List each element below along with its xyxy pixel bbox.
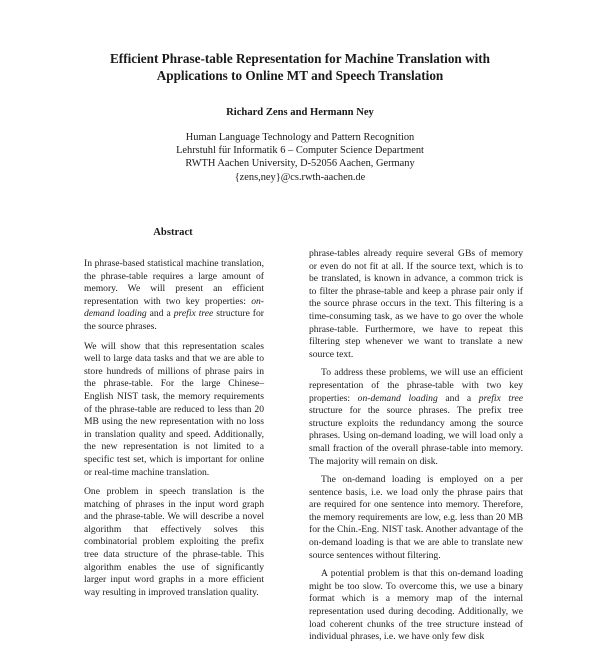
paper-title-line-2: Applications to Online MT and Speech Translation	[156, 68, 444, 83]
affiliation-line-university: RWTH Aachen University, D-52056 Aachen, Germany	[185, 158, 415, 170]
paper-authors: Richard Zens and Hermann Ney	[226, 107, 374, 118]
abstract-p1-text-a: In phrase-based statistical machine translation, the phrase-table requires a large amount of memory. We will present an efficient representation with two key properties:	[84, 258, 264, 307]
abstract-heading: Abstract	[153, 227, 193, 238]
affiliation-line-group: Human Language Technology and Pattern Recognition	[185, 132, 415, 143]
intro-p2-text-b: and a	[437, 392, 479, 404]
abstract-paragraph-3: One problem in speech translation is the matching of phrases in the input word graph and the phrase-table. We will describe a novel algorithm that effectively solves this combinatorial problem exploiting the prefix tree data structure of the phrase-table. This algorithm enables the use of significantly larger input word graphs in a more efficient way resulting in improved translation quality.	[84, 486, 264, 598]
intro-paragraph-2	[309, 367, 523, 468]
abstract-paragraph-2: We will show that this representation scales well to large data tasks and that we are able to store hundreds of millions of phrase pairs in the phrase-table. For the large Chinese–English NIST task, the memory requirements of the phrase-table are reduced to less than 20 MB using the new representation with no loss in translation quality and speed. Additionally, the new representation is not limited to a specific test set, which is important for online or real-time machine translation.	[84, 340, 264, 478]
intro-paragraph-1: phrase-tables already require several GBs of memory or even do not fit at all. If the source text, which is to be translated, is known in advance, a common trick is to filter the phrase-table and keep a phrase pair only if the source phrase occurs in the text. This filtering is a time-consuming task, as we have to go over the whole phrase-table. Furthermore, we have to repeat this filtering step whenever we want to translate a new source text.	[309, 248, 523, 360]
abstract-column	[84, 258, 264, 606]
affiliation-line-email: {zens,ney}@cs.rwth-aachen.de	[234, 171, 366, 183]
intro-p2-emphasis-on-demand: on-demand loading	[357, 392, 438, 404]
paper-title	[60, 50, 540, 84]
abstract-p1-text-b: and a	[146, 308, 174, 320]
abstract-paragraph-1	[84, 258, 264, 334]
abstract-p1-emphasis-on-demand: on-demand loading	[84, 295, 264, 320]
intro-p2-text-c: structure for the source phrases. The prefix tree structure exploits the redundancy among the source phrases. Using on-demand loading, we will load only a small fraction of the overall phrase-table into memory. The majority will remain on disk.	[309, 405, 523, 467]
intro-p2-text-a: To address these problems, we will use an efficient representation of the phrase-table with two key properties:	[309, 367, 523, 404]
abstract-p1-emphasis-prefix-tree: prefix tree	[173, 308, 214, 320]
author-affiliation	[100, 131, 500, 184]
intro-paragraph-3: The on-demand loading is employed on a per sentence basis, i.e. we load only the phrase pairs that are required for one sentence into memory. Therefore, the memory requirements are low, e.g. less than 20 MB for the Chin.-Eng. NIST task. Another advantage of the on-demand loading is that we are able to translate new source sentences without filtering.	[309, 474, 523, 561]
abstract-p1-text-c: structure for the source phrases.	[84, 308, 264, 332]
affiliation-line-department: Lehrstuhl für Informatik 6 – Computer Science Department	[176, 145, 424, 157]
introduction-column	[309, 248, 523, 650]
intro-p2-emphasis-prefix-tree: prefix tree	[478, 392, 523, 404]
paper-title-line-1: Efficient Phrase-table Representation for Machine Translation with	[110, 51, 490, 66]
intro-paragraph-4: A potential problem is that this on-demand loading might be too slow. To overcome this, we use a binary format which is a memory map of the internal representation used during decoding. Additionally, we load coherent chunks of the tree structure instead of individual phrases, i.e. we have only few disk	[309, 568, 523, 643]
